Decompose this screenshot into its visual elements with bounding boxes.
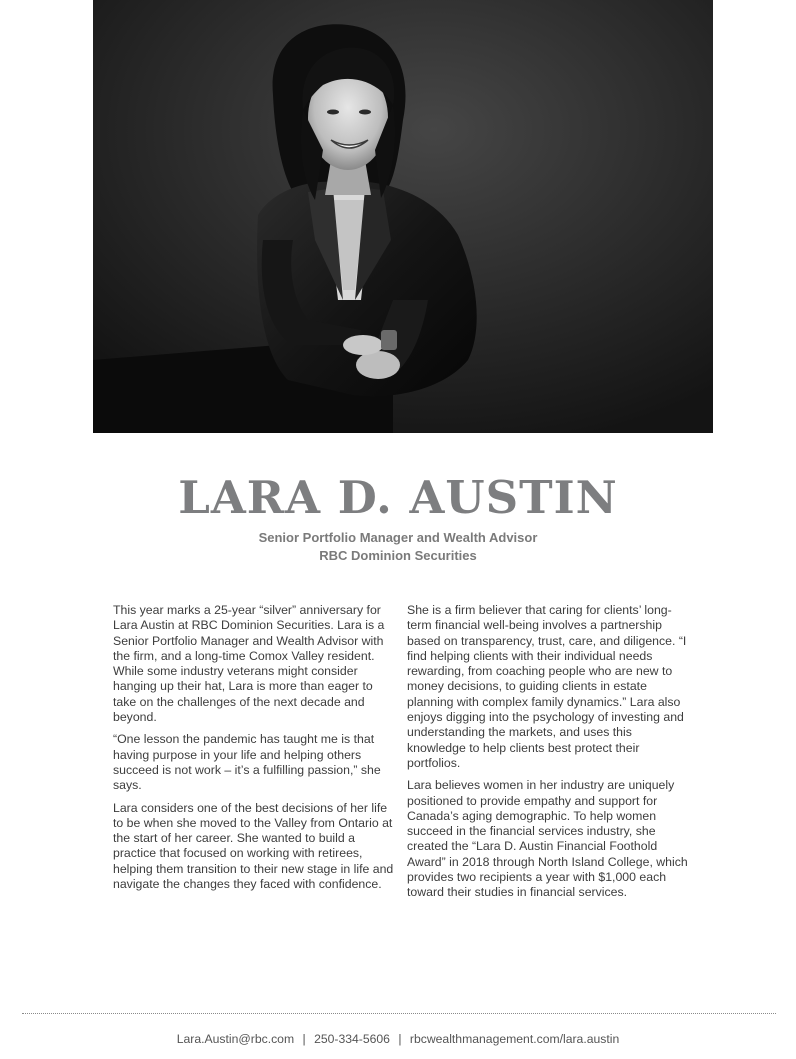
website-link[interactable]: rbcwealthmanagement.com/lara.austin	[409, 1032, 620, 1046]
bio-paragraph: Lara considers one of the best decisions of her life to be when she moved to the Valley from Ontario at the start of her career. She wanted to build a practice that focused on working with retirees, helping them transition to their new stage in life and navigate the changes they faced with confidence.	[113, 800, 394, 892]
phone-link[interactable]: 250-334-5606	[314, 1032, 390, 1046]
profile-name: LARA D. AUSTIN	[178, 471, 618, 524]
portrait-illustration	[93, 0, 713, 433]
bio-column-left	[113, 603, 395, 899]
bio-paragraph: She is a firm believer that caring for clients’ long-term financial well-being involves a partnership based on transparency, trust, care, and diligence. “I find helping clients with their individual needs rewarding, from coaching people who are new to money decisions, to guiding clients in estate planning with complex family dynamics.” Lara also enjoys digging into the psychology of investing and understanding the markets, and uses this knowledge to help clients best protect their portfolios.	[407, 603, 687, 770]
bio-paragraph: This year marks a 25-year “silver” anniversary for Lara Austin at RBC Dominion Securities. Lara is a Senior Portfolio Manager and Wealth Advisor with the firm, and a long-time Comox Valley resident. While some industry veterans might consider hanging up their hat, Lara is more than eager to take on the challenges of the next decade and beyond.	[113, 603, 385, 725]
footer-separator: |	[302, 1032, 306, 1046]
email-link[interactable]: Lara.Austin@rbc.com	[176, 1032, 295, 1046]
bio-column-right	[407, 603, 689, 908]
portrait-photo	[93, 0, 713, 433]
bio-paragraph: Lara believes women in her industry are uniquely positioned to provide empathy and support for Canada’s aging demographic. To help women succeed in the financial services industry, she created the “Lara D. Austin Financial Foothold Award” in 2018 through North Island College, which provides two recipients a year with $1,000 each toward their studies in financial services.	[407, 778, 688, 900]
bio-paragraph: “One lesson the pandemic has taught me is that having purpose in your life and helping others succeed is not work – it’s a fulfilling passion,” she says.	[113, 732, 381, 793]
contact-footer	[0, 1031, 796, 1047]
footer-divider	[22, 1013, 776, 1014]
profile-company: RBC Dominion Securities	[319, 548, 477, 563]
profile-job-title: Senior Portfolio Manager and Wealth Advisor	[258, 530, 538, 545]
footer-separator: |	[398, 1032, 402, 1046]
